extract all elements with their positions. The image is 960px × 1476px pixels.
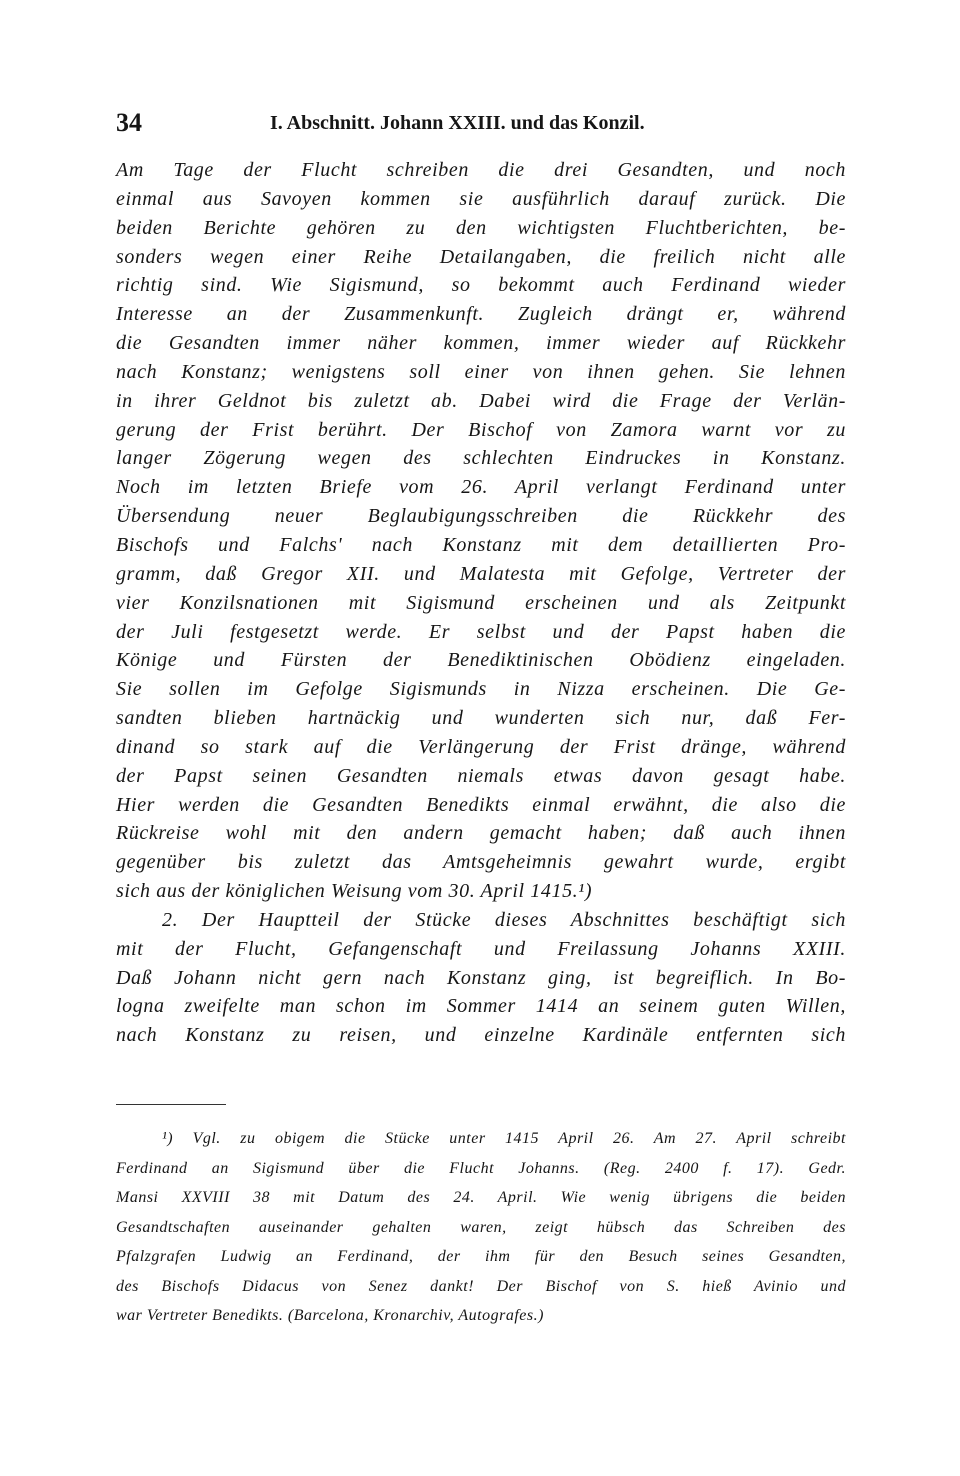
text-line: nach Konstanz zu reisen, und einzelne Kardinäle entfernten sich — [116, 1024, 846, 1047]
text-line: der Papst seinen Gesandten niemals etwas davon gesagt habe. — [116, 764, 846, 787]
paragraph-2 — [116, 906, 846, 1050]
page-header — [116, 108, 846, 148]
text-line: dinand so stark auf die Verlängerung der Frist dränge, während — [116, 735, 846, 758]
main-text — [116, 156, 846, 1050]
footnote-line: Gesandtschaften auseinander gehalten waren, zeigt hübsch das Schreiben des — [116, 1218, 846, 1236]
text-line: 2. Der Hauptteil der Stücke dieses Abschnittes beschäftigt sich — [162, 908, 846, 931]
footnote-line: des Bischofs Didacus von Senez dankt! Der Bischof von S. hieß Avinio und — [116, 1277, 846, 1295]
footnote-line: Ferdinand an Sigismund über die Flucht Johanns. (Reg. 2400 f. 17). Gedr. — [116, 1159, 846, 1177]
text-line: Bischofs und Falchs' nach Konstanz mit dem detaillierten Pro- — [116, 533, 846, 556]
footnote-line: Pfalzgrafen Ludwig an Ferdinand, der ihm für den Besuch seines Gesandten, — [116, 1248, 846, 1265]
text-line: Sie sollen im Gefolge Sigismunds in Nizza erscheinen. Die Ge- — [116, 678, 846, 701]
text-line: Hier werden die Gesandten Benedikts einmal erwähnt, die also die — [116, 793, 846, 816]
footnote-divider — [116, 1104, 226, 1105]
footnote — [116, 1124, 846, 1331]
footnote-line: ¹) Vgl. zu obigem die Stücke unter 1415 April 26. Am 27. April schreibt — [162, 1130, 846, 1147]
text-line: gramm, daß Gregor XII. und Malatesta mit Gefolge, Vertreter der — [116, 562, 846, 585]
text-line: in ihrer Geldnot bis zuletzt ab. Dabei wird die Frage der Verlän- — [116, 389, 846, 412]
text-line: vier Konzilsnationen mit Sigismund erscheinen und als Zeitpunkt — [116, 591, 846, 614]
text-line: die Gesandten immer näher kommen, immer wieder auf Rückkehr — [116, 332, 846, 355]
text-line: Könige und Fürsten der Benediktinischen Obödienz eingeladen. — [116, 649, 846, 672]
page-number: 34 — [116, 108, 142, 137]
text-line: Übersendung neuer Beglaubigungsschreiben die Rückkehr des — [116, 505, 846, 528]
text-line: Rückreise wohl mit den andern gemacht haben; daß auch ihnen — [116, 822, 846, 845]
text-line: langer Zögerung wegen des schlechten Eindruckes in Konstanz. — [116, 447, 846, 470]
paragraph-1 — [116, 156, 846, 906]
text-line: Am Tage der Flucht schreiben die drei Gesandten, und noch — [116, 159, 846, 181]
text-line: mit der Flucht, Gefangenschaft und Freilassung Johanns XXIII. — [116, 937, 846, 960]
text-line: Noch im letzten Briefe vom 26. April verlangt Ferdinand unter — [116, 476, 846, 499]
footnote-line: war Vertreter Benedikts. (Barcelona, Kronarchiv, Autografes.) — [116, 1307, 544, 1324]
text-line: richtig sind. Wie Sigismund, so bekommt auch Ferdinand wieder — [116, 274, 846, 297]
text-line: gegenüber bis zuletzt das Amtsgeheimnis gewahrt wurde, ergibt — [116, 851, 846, 874]
text-line: sich aus der königlichen Weisung vom 30. April 1415.¹) — [116, 880, 593, 903]
text-line: Daß Johann nicht gern nach Konstanz ging, ist begreiflich. In Bo- — [116, 966, 846, 989]
text-line: gerung der Frist berührt. Der Bischof von Zamora warnt vor zu — [116, 418, 846, 441]
text-line: einmal aus Savoyen kommen sie ausführlich darauf zurück. Die — [116, 187, 846, 210]
text-line: sandten blieben hartnäckig und wunderten sich nur, daß Fer- — [116, 707, 846, 730]
text-line: logna zweifelte man schon im Sommer 1414 an seinem guten Willen, — [116, 995, 846, 1018]
text-line: beiden Berichte gehören zu den wichtigsten Fluchtberichten, be- — [116, 216, 846, 239]
text-line: Interesse an der Zusammenkunft. Zugleich drängt er, während — [116, 303, 846, 326]
text-line: nach Konstanz; wenigstens soll einer von ihnen gehen. Sie lehnen — [116, 360, 846, 383]
running-head: I. Abschnitt. Johann XXIII. und das Konzil. — [270, 112, 645, 134]
text-line: sonders wegen einer Reihe Detailangaben, die freilich nicht alle — [116, 245, 846, 268]
footnote-line: Mansi XXVIII 38 mit Datum des 24. April. Wie wenig übrigens die beiden — [116, 1189, 846, 1206]
text-line: der Juli festgesetzt werde. Er selbst und der Papst haben die — [116, 620, 846, 643]
